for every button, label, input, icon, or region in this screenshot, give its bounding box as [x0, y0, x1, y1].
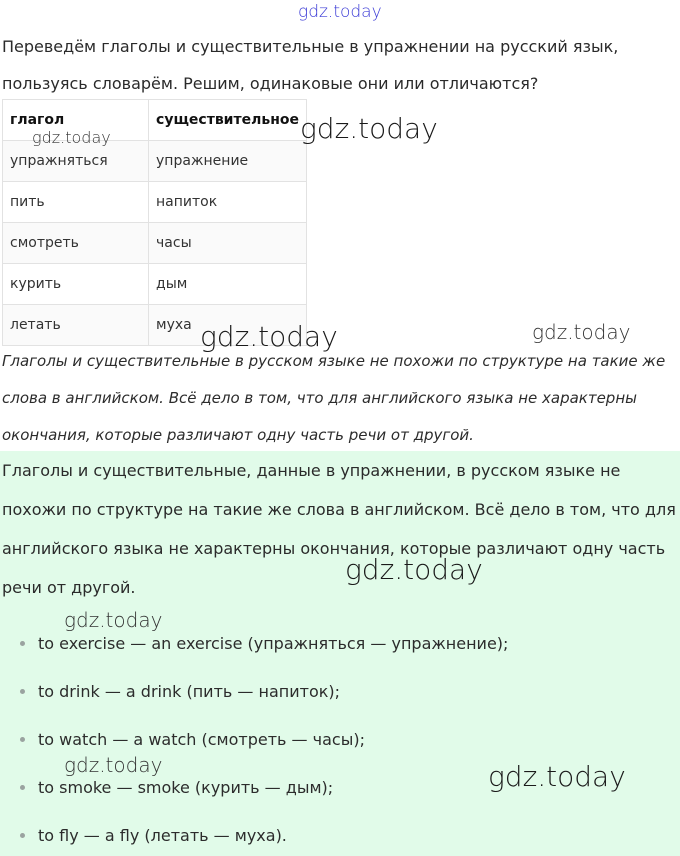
table-cell-verb: пить	[3, 182, 149, 223]
watermark: gdz.today	[300, 112, 438, 145]
table-cell-noun: часы	[149, 223, 307, 264]
bullet-icon	[20, 785, 25, 790]
table-row	[3, 264, 307, 305]
watermark: gdz.today	[298, 2, 382, 22]
list-item	[20, 625, 508, 673]
word-pairs-list	[20, 625, 508, 856]
watermark: gdz.today	[345, 553, 483, 586]
answer-paragraph: Глаголы и существительные, данные в упражнении, в русском языке не похожи по структуре на такие же слова в английском. Всё дело в том, что для английского языка не характерны окончания, которые различают одну часть речи от другой.	[2, 461, 676, 597]
table-cell-noun: упражнение	[149, 141, 307, 182]
watermark: gdz.today	[532, 320, 631, 344]
list-item	[20, 673, 508, 721]
bullet-icon	[20, 833, 25, 838]
table-cell-noun: муха	[149, 305, 307, 346]
list-item-text: to watch — a watch (смотреть — часы);	[38, 730, 365, 749]
column-header-noun: существительное	[149, 100, 307, 141]
table-row	[3, 182, 307, 223]
table-cell-noun: напиток	[149, 182, 307, 223]
list-item	[20, 817, 508, 856]
table-cell-noun: дым	[149, 264, 307, 305]
watermark: gdz.today	[200, 320, 338, 353]
table-cell-verb: летать	[3, 305, 149, 346]
table-cell-verb: смотреть	[3, 223, 149, 264]
table-cell-verb: упражняться	[3, 141, 149, 182]
bullet-icon	[20, 689, 25, 694]
answer-block	[0, 451, 680, 856]
intro-paragraph: Переведём глаголы и существительные в упражнении на русский язык, пользуясь словарём. Решим, одинаковые они или отличаются?	[2, 37, 619, 93]
watermark: gdz.today	[64, 753, 163, 777]
list-item-text: to fly — a fly (летать — муха).	[38, 826, 287, 845]
table-row	[3, 223, 307, 264]
watermark: gdz.today	[32, 128, 111, 147]
column-header-verb: глагол	[3, 100, 149, 141]
italic-explanation: Глаголы и существительные в русском языке не похожи по структуре на такие же слова в английском. Всё дело в том, что для английского языка не характерны окончания, которые различают одну часть речи от другой.	[2, 352, 666, 444]
list-item-text: to smoke — smoke (курить — дым);	[38, 778, 334, 797]
watermark: gdz.today	[488, 760, 626, 793]
list-item-text: to drink — a drink (пить — напиток);	[38, 682, 341, 701]
list-item-text: to exercise — an exercise (упражняться — упражнение);	[38, 634, 509, 653]
watermark: gdz.today	[64, 608, 163, 632]
bullet-icon	[20, 641, 25, 646]
table-cell-verb: курить	[3, 264, 149, 305]
bullet-icon	[20, 737, 25, 742]
